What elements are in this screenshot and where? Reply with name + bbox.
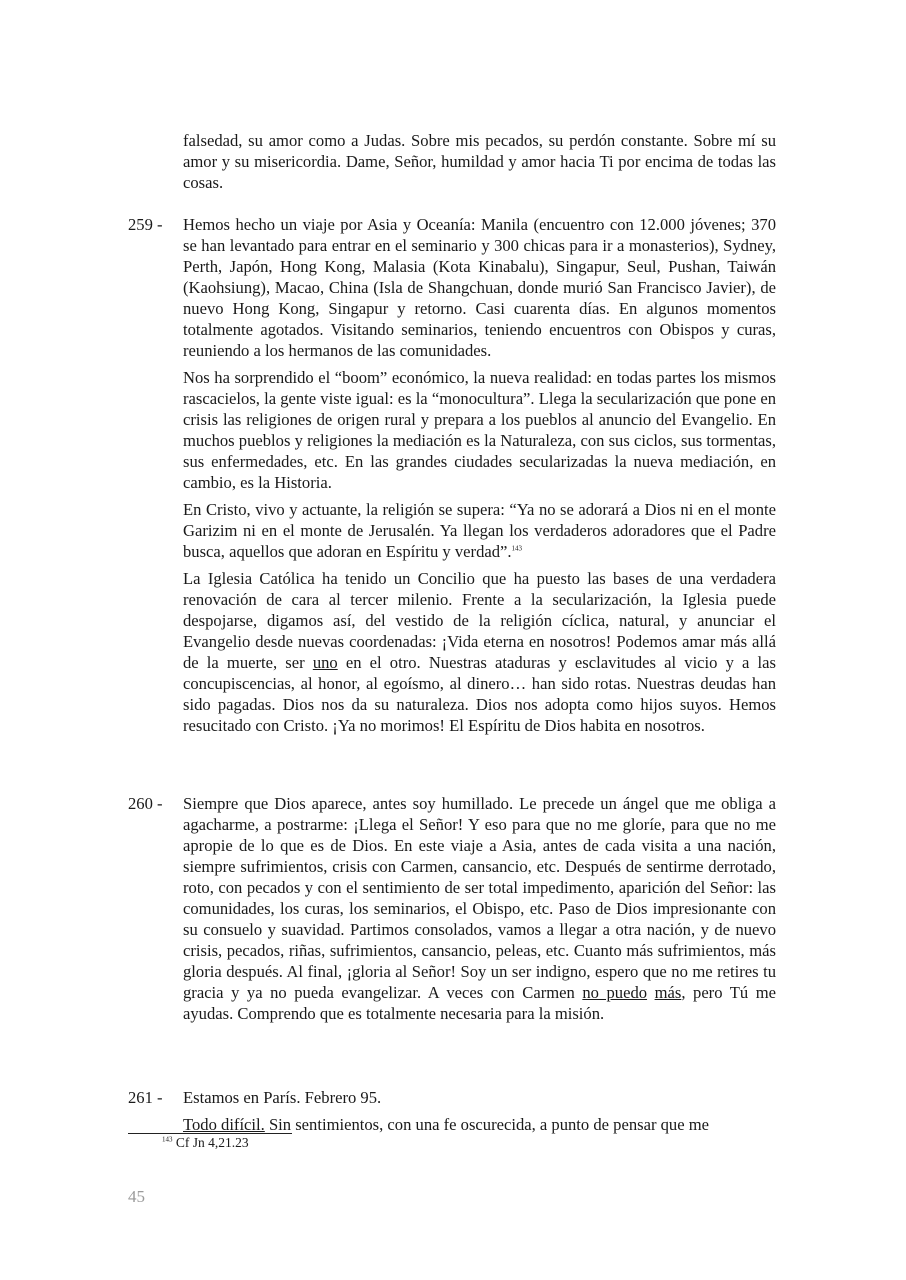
footnote-text: Cf Jn 4,21.23 xyxy=(175,1135,249,1150)
entry-number: 261 - xyxy=(128,1088,163,1107)
entry-number: 259 - xyxy=(128,215,163,234)
paragraph-text xyxy=(647,983,655,1002)
paragraph-text: La Iglesia Católica ha tenido un Concilio que ha puesto las bases de una verdadera renovación de cara al tercer milenio. Frente a la secularización, la Iglesia puede despojarse, digamos así, del vestido de la religión cíclica, natural, y anunciar el Evangelio desde nuevas coordenadas: ¡Vida eterna en nosotros! Podemos amar más allá de la muerte, ser xyxy=(183,569,776,672)
paragraph xyxy=(183,568,776,736)
paragraph xyxy=(183,367,776,493)
underlined-text: Todo difícil. xyxy=(183,1115,265,1134)
entry-260 xyxy=(128,793,776,1024)
footnote-marker: 143 xyxy=(162,1135,173,1144)
footnote xyxy=(162,1135,249,1151)
paragraph: Estamos en París. Febrero 95. xyxy=(183,1088,382,1107)
entry-body xyxy=(183,1087,776,1135)
paragraph xyxy=(183,793,776,1024)
entry-body xyxy=(183,214,776,736)
intro-paragraph: falsedad, su amor como a Judas. Sobre mis pecados, su perdón constante. Sobre mí su amor y su misericordia. Dame, Señor, humildad y amor hacia Ti por encima de todas las cosas. xyxy=(183,131,776,192)
page-number: 45 xyxy=(128,1187,145,1206)
underlined-text: no puedo xyxy=(582,983,648,1002)
intro-paragraph-block xyxy=(183,130,776,193)
underlined-text: más xyxy=(654,983,682,1002)
entry-body xyxy=(183,793,776,1024)
entry-261 xyxy=(128,1087,776,1135)
paragraph-text: En Cristo, vivo y actuante, la religión se supera: “Ya no se adorará a Dios ni en el monte Garizim ni en el monte de Jerusalén. Ya llegan los verdaderos adoradores que el Padre busca, aquellos que adoran en Espíritu y verdad”. xyxy=(183,500,776,561)
entry-259 xyxy=(128,214,776,736)
entry-number: 260 - xyxy=(128,794,163,813)
paragraph-text: Nos ha sorprendido el “boom” económico, la nueva realidad: en todas partes los mismos rascacielos, la gente viste igual: es la “monocultura”. Llega la secularización que pone en crisis las religiones de origen rural y prepara a los pueblos al anuncio del Evangelio. En muchos pueblos y religiones la mediación es la Naturaleza, con sus ciclos, sus tormentas, sus enfermedades, etc. En las grandes ciudades secularizadas la nueva mediación, en cambio, es la Historia. xyxy=(183,368,776,492)
paragraph-text: , pero Tú me ayudas. Comprendo que es totalmente necesaria para la misión. xyxy=(183,983,777,1023)
footnote-reference: 143 xyxy=(511,544,523,553)
paragraph: Hemos hecho un viaje por Asia y Oceanía: Manila (encuentro con 12.000 jóvenes; 370 se han levantado para entrar en el seminario y 300 chicas para ir a monasterios), Sydney, Perth, Japón, Hong Kong, Malasia (Kota Kinabalu), Singapur, Seul, Pushan, Taiwán (Kaohsiung), Macao, China (Isla de Shangchuan, donde murió San Francisco Javier), de nuevo Hong Kong, Singapur y retorno. Casi cuarenta días. En algunos momentos totalmente agotados. Visitando seminarios, teniendo encuentros con Obispos y curas, reuniendo a los hermanos de las comunidades. xyxy=(183,215,776,360)
paragraph-text: Sin sentimientos, con una fe oscurecida, a punto de pensar que me xyxy=(264,1115,710,1134)
paragraph xyxy=(183,1114,776,1135)
paragraph-text: en el otro. Nuestras ataduras y esclavitudes al vicio y a las concupiscencias, al honor, al egoísmo, al dinero… han sido rotas. Nuestras deudas han sido pagadas. Dios nos da su naturaleza. Dios nos adopta como hijos suyos. Hemos resucitado con Cristo. ¡Ya no morimos! El Espíritu de Dios habita en nosotros. xyxy=(183,653,776,735)
paragraph xyxy=(183,499,776,562)
paragraph-text: Siempre que Dios aparece, antes soy humillado. Le precede un ángel que me obliga a agacharme, a postrarme: ¡Llega el Señor! Y eso para que no me gloríe, para que no me apropie de lo que es de Dios. En este viaje a Asia, antes de cada visita a una nación, siempre sufrimientos, crisis con Carmen, cansancio, etc. Después de sentirme derrotado, roto, con pecados y con el sentimiento de ser total impedimento, aparición del Señor: las comunidades, los curas, los seminarios, el Obispo, etc. Paso de Dios impresionante con su consuelo y suavidad. Partimos consolados, vamos a llegar a otra nación, y de nuevo crisis, pecados, riñas, sufrimientos, cansancio, peleas, etc. Cuanto más sufrimientos, más gloria después. Al final, ¡gloria al Señor! Soy un ser indigno, espero que no me retires tu gracia y ya no pueda evangelizar. A veces con Carmen xyxy=(183,794,776,1002)
underlined-text: uno xyxy=(312,653,338,672)
footnote-divider xyxy=(128,1133,292,1134)
